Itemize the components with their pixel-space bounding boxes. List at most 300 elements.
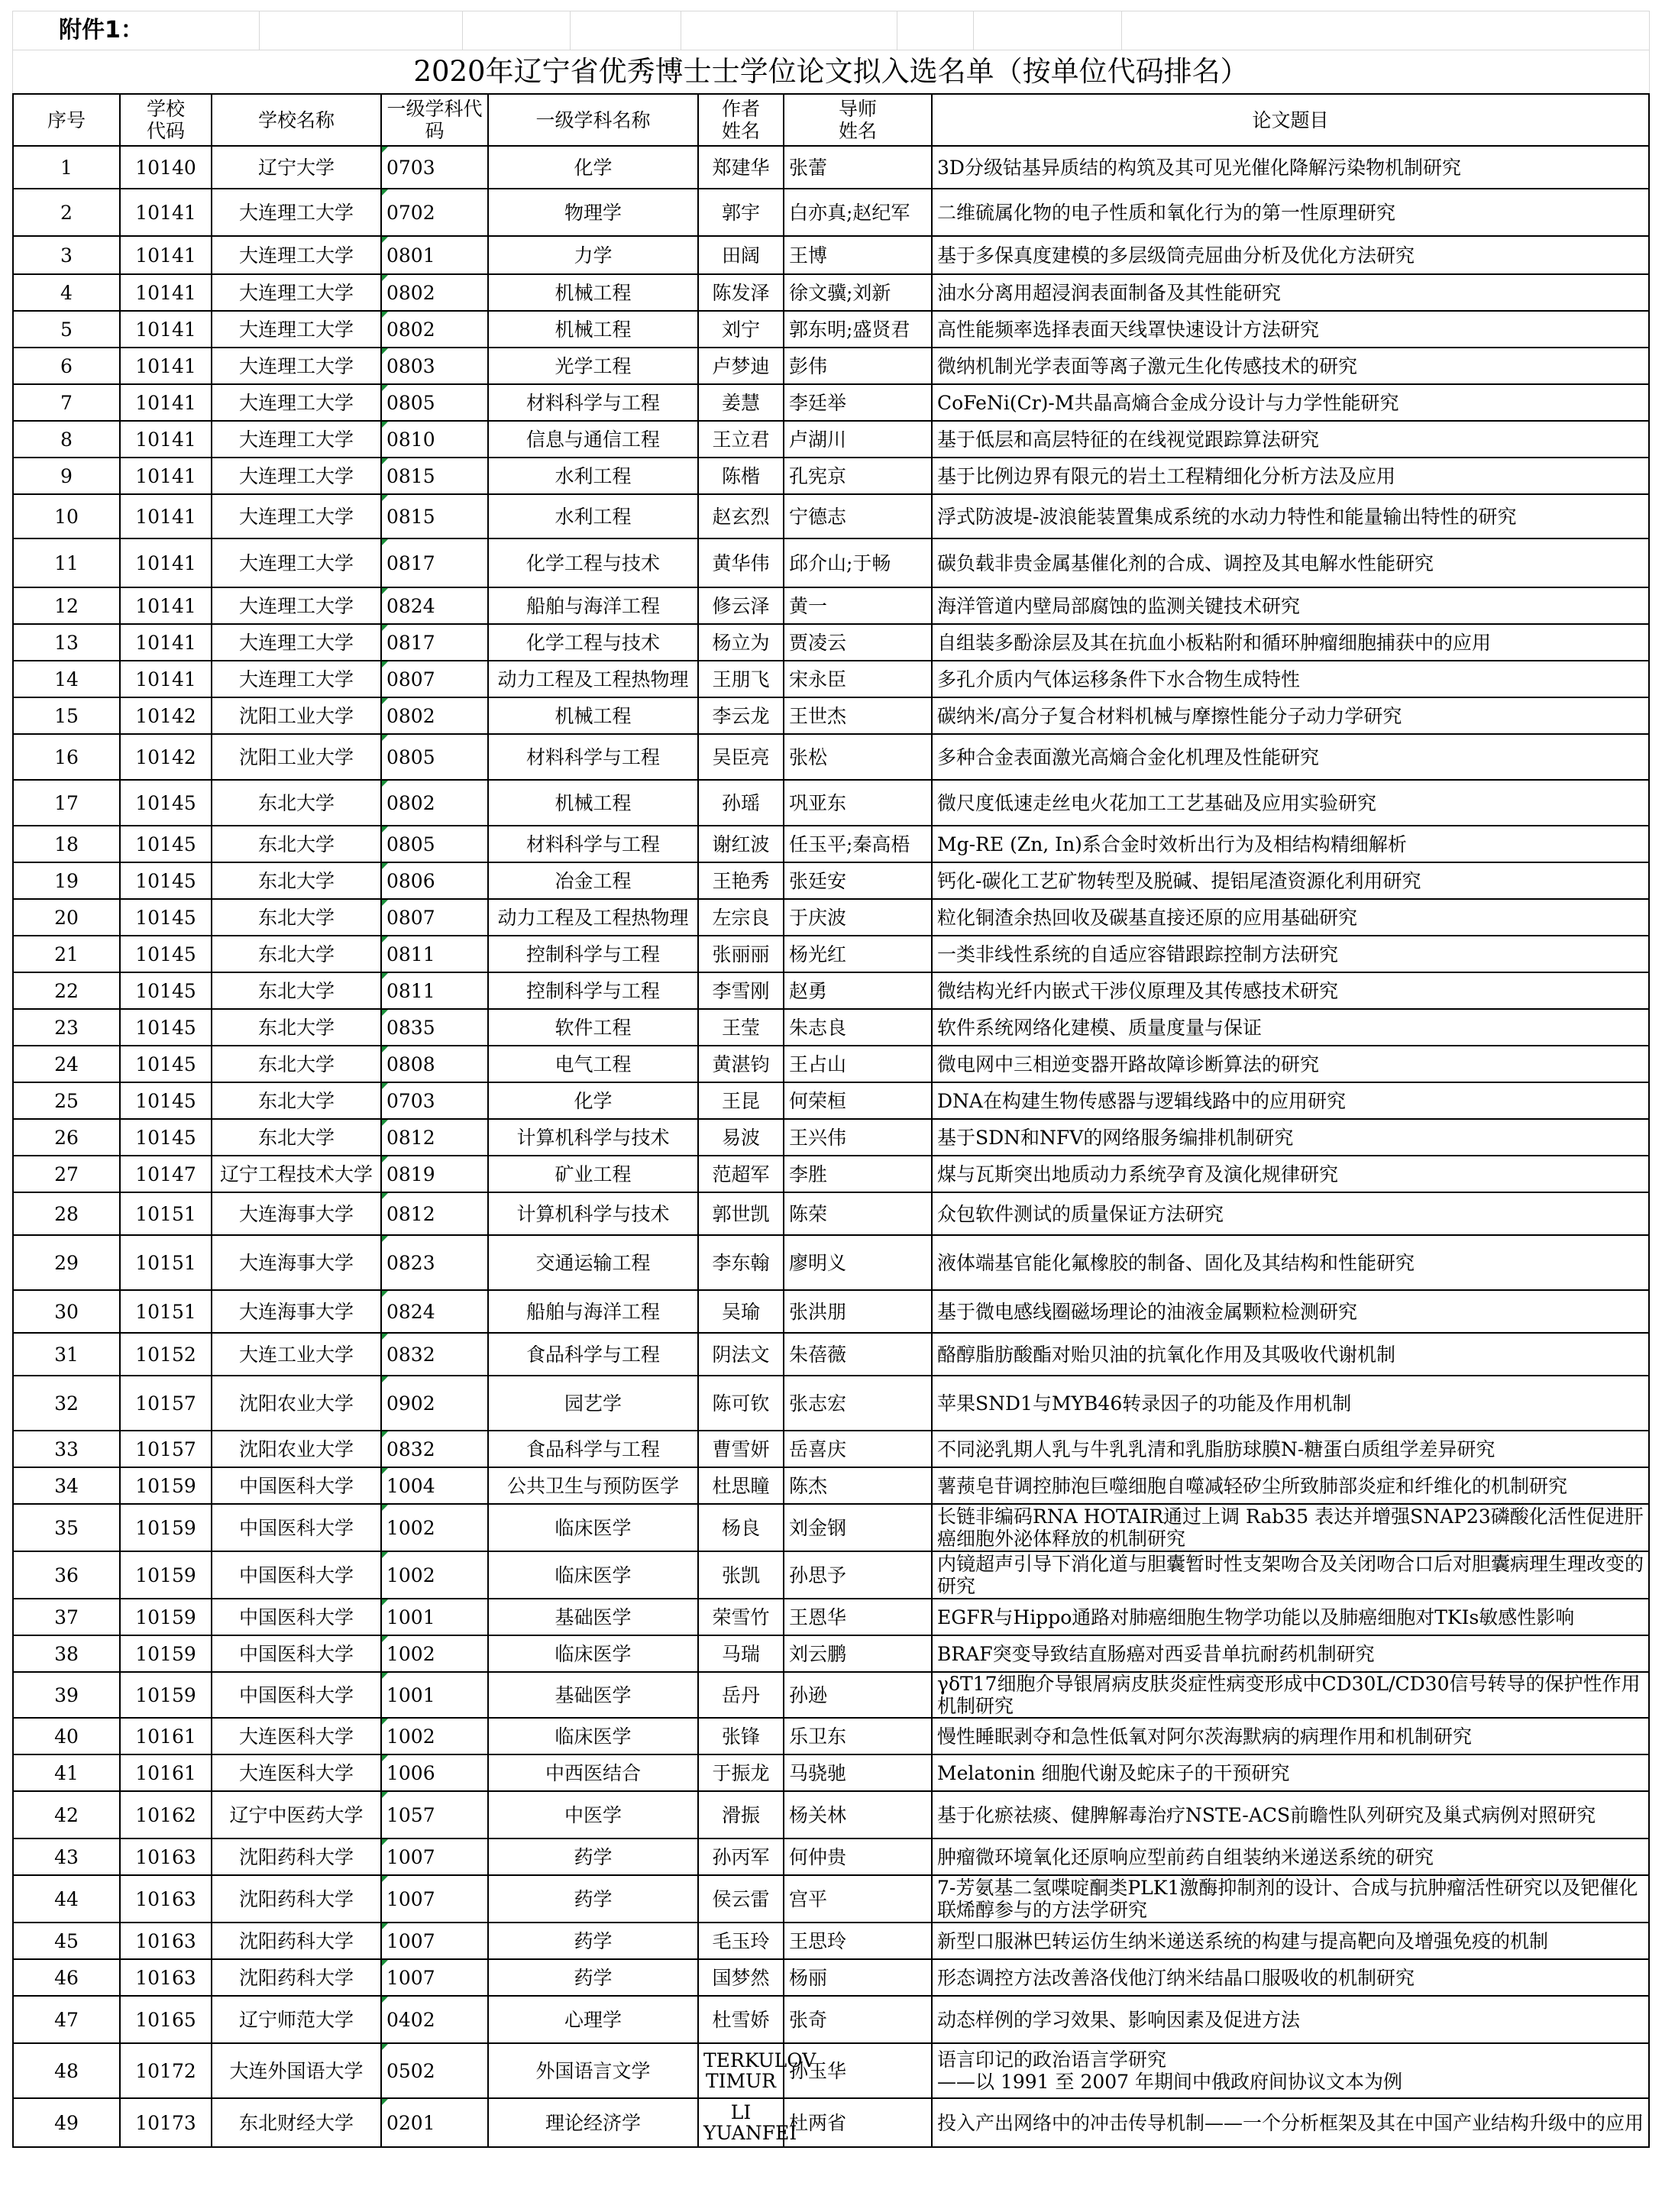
table-row [13, 862, 1649, 899]
cell-seq: 1 [13, 146, 120, 189]
cell-advisor: 王博 [784, 236, 932, 274]
cell-school-name: 大连外国语大学 [212, 2043, 381, 2098]
cell-advisor: 杨光红 [784, 936, 932, 972]
cell-author: 姜慧 [698, 384, 784, 421]
cell-discipline-code: 0801 [381, 236, 488, 274]
cell-school-code: 10140 [120, 146, 212, 189]
cell-discipline-name: 控制科学与工程 [488, 972, 698, 1009]
cell-school-name: 中国医科大学 [212, 1504, 381, 1551]
cell-discipline-code: 1006 [381, 1754, 488, 1791]
cell-author: 国梦然 [698, 1959, 784, 1996]
cell-seq: 41 [13, 1754, 120, 1791]
cell-school-code: 10141 [120, 458, 212, 494]
cell-school-code: 10159 [120, 1504, 212, 1551]
cell-thesis-title: 苹果SND1与MYB46转录因子的功能及作用机制 [932, 1376, 1649, 1431]
table-row [13, 538, 1649, 587]
cell-school-name: 沈阳工业大学 [212, 734, 381, 780]
cell-school-code: 10141 [120, 384, 212, 421]
cell-school-name: 大连理工大学 [212, 421, 381, 458]
cell-school-code: 10159 [120, 1672, 212, 1718]
attachment-label: 附件1： [13, 11, 260, 50]
cell-seq: 13 [13, 624, 120, 661]
cell-discipline-name: 材料科学与工程 [488, 826, 698, 862]
cell-thesis-title: 内镜超声引导下消化道与胆囊暂时性支架吻合及关闭吻合口后对胆囊病理生理改变的研究 [932, 1551, 1649, 1599]
cell-discipline-code: 1007 [381, 1959, 488, 1996]
cell-advisor: 巩亚东 [784, 780, 932, 826]
cell-school-code: 10151 [120, 1235, 212, 1290]
cell-advisor: 郭东明;盛贤君 [784, 311, 932, 348]
cell-thesis-title: 碳纳米/高分子复合材料机械与摩擦性能分子动力学研究 [932, 697, 1649, 734]
cell-discipline-name: 软件工程 [488, 1009, 698, 1046]
cell-discipline-code: 0806 [381, 862, 488, 899]
cell-discipline-name: 机械工程 [488, 697, 698, 734]
cell-advisor: 何荣桓 [784, 1082, 932, 1119]
cell-discipline-code: 0805 [381, 826, 488, 862]
cell-discipline-name: 材料科学与工程 [488, 734, 698, 780]
cell-school-code: 10145 [120, 1082, 212, 1119]
cell-advisor: 徐文骥;刘新 [784, 274, 932, 311]
cell-author: 杨立为 [698, 624, 784, 661]
cell-discipline-code: 1002 [381, 1718, 488, 1754]
cell-school-name: 东北大学 [212, 826, 381, 862]
cell-thesis-title: 肿瘤微环境氧化还原响应型前药自组装纳米递送系统的研究 [932, 1838, 1649, 1875]
cell-school-code: 10141 [120, 274, 212, 311]
cell-seq: 2 [13, 189, 120, 236]
cell-advisor: 宋永臣 [784, 661, 932, 697]
cell-discipline-name: 化学工程与技术 [488, 624, 698, 661]
cell-discipline-name: 光学工程 [488, 348, 698, 384]
table-row [13, 421, 1649, 458]
cell-school-name: 大连工业大学 [212, 1333, 381, 1376]
cell-author: TERKULOV TIMUR [698, 2043, 784, 2098]
cell-discipline-name: 计算机科学与技术 [488, 1192, 698, 1235]
cell-discipline-code: 1007 [381, 1875, 488, 1923]
cell-discipline-code: 0832 [381, 1431, 488, 1467]
cell-author: 王立君 [698, 421, 784, 458]
cell-seq: 36 [13, 1551, 120, 1599]
cell-school-code: 10157 [120, 1376, 212, 1431]
cell-seq: 4 [13, 274, 120, 311]
cell-seq: 23 [13, 1009, 120, 1046]
cell-thesis-title: 7-芳氨基二氢喋啶酮类PLK1激酶抑制剂的设计、合成与抗肿瘤活性研究以及钯催化联烯醇参与的方法学研究 [932, 1875, 1649, 1923]
cell-thesis-title: 油水分离用超浸润表面制备及其性能研究 [932, 274, 1649, 311]
document-title: 2020年辽宁省优秀博士士学位论文拟入选名单（按单位代码排名） [12, 50, 1650, 93]
cell-school-code: 10159 [120, 1599, 212, 1635]
cell-author: 侯云雷 [698, 1875, 784, 1923]
cell-seq: 45 [13, 1923, 120, 1959]
cell-thesis-title: 形态调控方法改善洛伐他汀纳米结晶口服吸收的机制研究 [932, 1959, 1649, 1996]
cell-school-name: 中国医科大学 [212, 1635, 381, 1672]
cell-advisor: 张廷安 [784, 862, 932, 899]
cell-discipline-code: 0815 [381, 494, 488, 538]
cell-advisor: 王兴伟 [784, 1119, 932, 1156]
cell-seq: 33 [13, 1431, 120, 1467]
cell-school-name: 东北大学 [212, 862, 381, 899]
cell-school-name: 沈阳农业大学 [212, 1376, 381, 1431]
cell-author: 郑建华 [698, 146, 784, 189]
cell-thesis-title: 自组装多酚涂层及其在抗血小板粘附和循环肿瘤细胞捕获中的应用 [932, 624, 1649, 661]
cell-seq: 48 [13, 2043, 120, 2098]
cell-seq: 14 [13, 661, 120, 697]
table-row [13, 780, 1649, 826]
cell-school-code: 10145 [120, 1119, 212, 1156]
cell-school-name: 沈阳药科大学 [212, 1875, 381, 1923]
table-row [13, 1431, 1649, 1467]
cell-school-code: 10157 [120, 1431, 212, 1467]
cell-author: 修云泽 [698, 587, 784, 624]
cell-school-name: 大连理工大学 [212, 348, 381, 384]
cell-thesis-title: 基于化瘀祛痰、健脾解毒治疗NSTE-ACS前瞻性队列研究及巢式病例对照研究 [932, 1791, 1649, 1838]
cell-advisor: 李廷举 [784, 384, 932, 421]
cell-discipline-name: 控制科学与工程 [488, 936, 698, 972]
cell-thesis-title: 海洋管道内壁局部腐蚀的监测关键技术研究 [932, 587, 1649, 624]
header-author: 作者 姓名 [698, 94, 784, 146]
cell-thesis-title: 慢性睡眠剥夺和急性低氧对阿尔茨海默病的病理作用和机制研究 [932, 1718, 1649, 1754]
cell-author: 张丽丽 [698, 936, 784, 972]
cell-school-code: 10141 [120, 189, 212, 236]
cell-discipline-name: 信息与通信工程 [488, 421, 698, 458]
cell-author: 荣雪竹 [698, 1599, 784, 1635]
cell-discipline-name: 外国语言文学 [488, 2043, 698, 2098]
cell-discipline-name: 药学 [488, 1875, 698, 1923]
cell-school-code: 10159 [120, 1635, 212, 1672]
cell-discipline-code: 0703 [381, 146, 488, 189]
cell-author: 吴瑜 [698, 1290, 784, 1333]
cell-discipline-name: 公共卫生与预防医学 [488, 1467, 698, 1504]
table-row [13, 1082, 1649, 1119]
cell-discipline-code: 1001 [381, 1672, 488, 1718]
cell-discipline-name: 药学 [488, 1923, 698, 1959]
cell-school-name: 大连理工大学 [212, 274, 381, 311]
table-row [13, 1290, 1649, 1333]
cell-discipline-code: 0807 [381, 661, 488, 697]
table-row [13, 936, 1649, 972]
cell-author: 吴臣亮 [698, 734, 784, 780]
cell-advisor: 孙思予 [784, 1551, 932, 1599]
cell-thesis-title: 多孔介质内气体运移条件下水合物生成特性 [932, 661, 1649, 697]
cell-author: 易波 [698, 1119, 784, 1156]
cell-seq: 28 [13, 1192, 120, 1235]
cell-seq: 9 [13, 458, 120, 494]
cell-discipline-code: 0819 [381, 1156, 488, 1192]
header-school-code: 学校 代码 [120, 94, 212, 146]
table-row [13, 494, 1649, 538]
cell-discipline-name: 化学 [488, 1082, 698, 1119]
cell-seq: 22 [13, 972, 120, 1009]
cell-thesis-title: 基于微电感线圈磁场理论的油液金属颗粒检测研究 [932, 1290, 1649, 1333]
table-row [13, 1235, 1649, 1290]
cell-discipline-name: 船舶与海洋工程 [488, 1290, 698, 1333]
cell-school-code: 10162 [120, 1791, 212, 1838]
cell-advisor: 孙逊 [784, 1672, 932, 1718]
attachment-row [12, 11, 1650, 50]
table-row [13, 734, 1649, 780]
cell-discipline-name: 计算机科学与技术 [488, 1119, 698, 1156]
table-row [13, 458, 1649, 494]
cell-thesis-title: 基于比例边界有限元的岩土工程精细化分析方法及应用 [932, 458, 1649, 494]
cell-school-name: 中国医科大学 [212, 1467, 381, 1504]
cell-school-code: 10161 [120, 1754, 212, 1791]
cell-thesis-title: 液体端基官能化氟橡胶的制备、固化及其结构和性能研究 [932, 1235, 1649, 1290]
cell-author: 郭世凯 [698, 1192, 784, 1235]
cell-seq: 38 [13, 1635, 120, 1672]
cell-thesis-title: 微尺度低速走丝电火花加工工艺基础及应用实验研究 [932, 780, 1649, 826]
cell-author: 王莹 [698, 1009, 784, 1046]
cell-school-name: 大连理工大学 [212, 384, 381, 421]
cell-author: 陈发泽 [698, 274, 784, 311]
cell-school-code: 10141 [120, 624, 212, 661]
cell-discipline-name: 心理学 [488, 1996, 698, 2043]
cell-school-code: 10163 [120, 1923, 212, 1959]
cell-discipline-name: 食品科学与工程 [488, 1333, 698, 1376]
cell-discipline-name: 中西医结合 [488, 1754, 698, 1791]
cell-thesis-title: Melatonin 细胞代谢及蛇床子的干预研究 [932, 1754, 1649, 1791]
cell-school-code: 10163 [120, 1875, 212, 1923]
cell-thesis-title: 众包软件测试的质量保证方法研究 [932, 1192, 1649, 1235]
cell-discipline-name: 药学 [488, 1959, 698, 1996]
cell-discipline-code: 1004 [381, 1467, 488, 1504]
cell-discipline-code: 0805 [381, 734, 488, 780]
cell-thesis-title: DNA在构建生物传感器与逻辑线路中的应用研究 [932, 1082, 1649, 1119]
cell-school-code: 10145 [120, 780, 212, 826]
cell-school-code: 10141 [120, 348, 212, 384]
cell-discipline-name: 动力工程及工程热物理 [488, 661, 698, 697]
cell-author: 王昆 [698, 1082, 784, 1119]
cell-discipline-code: 1007 [381, 1838, 488, 1875]
cell-school-name: 中国医科大学 [212, 1672, 381, 1718]
cell-discipline-code: 0802 [381, 274, 488, 311]
cell-author: 陈楷 [698, 458, 784, 494]
cell-seq: 7 [13, 384, 120, 421]
cell-author: 于振龙 [698, 1754, 784, 1791]
header-advisor: 导师 姓名 [784, 94, 932, 146]
cell-school-name: 沈阳药科大学 [212, 1838, 381, 1875]
cell-school-code: 10141 [120, 421, 212, 458]
cell-seq: 34 [13, 1467, 120, 1504]
cell-advisor: 杨关林 [784, 1791, 932, 1838]
cell-discipline-name: 机械工程 [488, 274, 698, 311]
cell-discipline-name: 机械工程 [488, 311, 698, 348]
cell-discipline-code: 1001 [381, 1599, 488, 1635]
cell-discipline-code: 0902 [381, 1376, 488, 1431]
cell-thesis-title: 新型口服淋巴转运仿生纳米递送系统的构建与提高靶向及增强免疫的机制 [932, 1923, 1649, 1959]
cell-school-code: 10173 [120, 2098, 212, 2147]
cell-author: 田阔 [698, 236, 784, 274]
cell-discipline-code: 0807 [381, 899, 488, 936]
cell-school-name: 中国医科大学 [212, 1551, 381, 1599]
cell-advisor: 张志宏 [784, 1376, 932, 1431]
cell-author: 李东翰 [698, 1235, 784, 1290]
cell-discipline-code: 0835 [381, 1009, 488, 1046]
cell-school-name: 大连理工大学 [212, 189, 381, 236]
cell-seq: 17 [13, 780, 120, 826]
cell-seq: 47 [13, 1996, 120, 2043]
cell-advisor: 黄一 [784, 587, 932, 624]
table-row [13, 1551, 1649, 1599]
cell-discipline-name: 基础医学 [488, 1599, 698, 1635]
cell-advisor: 刘云鹏 [784, 1635, 932, 1672]
cell-school-name: 中国医科大学 [212, 1599, 381, 1635]
cell-advisor: 王世杰 [784, 697, 932, 734]
cell-thesis-title: 多种合金表面激光高熵合金化机理及性能研究 [932, 734, 1649, 780]
cell-school-name: 沈阳药科大学 [212, 1923, 381, 1959]
cell-thesis-title: 二维硫属化物的电子性质和氧化行为的第一性原理研究 [932, 189, 1649, 236]
cell-author: 李云龙 [698, 697, 784, 734]
cell-thesis-title: 一类非线性系统的自适应容错跟踪控制方法研究 [932, 936, 1649, 972]
cell-school-name: 大连理工大学 [212, 661, 381, 697]
cell-author: 范超军 [698, 1156, 784, 1192]
cell-seq: 21 [13, 936, 120, 972]
cell-school-name: 大连海事大学 [212, 1290, 381, 1333]
cell-discipline-code: 0812 [381, 1192, 488, 1235]
cell-school-code: 10142 [120, 734, 212, 780]
cell-discipline-code: 1007 [381, 1923, 488, 1959]
cell-school-code: 10141 [120, 236, 212, 274]
cell-author: 陈可钦 [698, 1376, 784, 1431]
cell-discipline-name: 临床医学 [488, 1635, 698, 1672]
cell-advisor: 白亦真;赵纪军 [784, 189, 932, 236]
cell-advisor: 彭伟 [784, 348, 932, 384]
cell-advisor: 王思玲 [784, 1923, 932, 1959]
cell-school-name: 大连医科大学 [212, 1718, 381, 1754]
cell-seq: 10 [13, 494, 120, 538]
table-row [13, 146, 1649, 189]
cell-discipline-code: 0802 [381, 780, 488, 826]
cell-school-code: 10141 [120, 494, 212, 538]
table-row [13, 189, 1649, 236]
table-row [13, 1754, 1649, 1791]
cell-seq: 15 [13, 697, 120, 734]
cell-discipline-name: 临床医学 [488, 1718, 698, 1754]
cell-seq: 27 [13, 1156, 120, 1192]
table-row [13, 1959, 1649, 1996]
cell-discipline-code: 0802 [381, 697, 488, 734]
table-row [13, 1672, 1649, 1718]
cell-seq: 35 [13, 1504, 120, 1551]
table-row [13, 1838, 1649, 1875]
cell-advisor: 杜两省 [784, 2098, 932, 2147]
table-row [13, 1923, 1649, 1959]
cell-author: 滑振 [698, 1791, 784, 1838]
cell-school-name: 东北大学 [212, 899, 381, 936]
table-row [13, 826, 1649, 862]
spreadsheet [12, 11, 1650, 2148]
cell-school-code: 10141 [120, 538, 212, 587]
table-body [13, 146, 1649, 2147]
cell-discipline-name: 药学 [488, 1838, 698, 1875]
cell-author: 王艳秀 [698, 862, 784, 899]
cell-advisor: 乐卫东 [784, 1718, 932, 1754]
cell-school-code: 10145 [120, 826, 212, 862]
cell-advisor: 王恩华 [784, 1599, 932, 1635]
cell-school-code: 10147 [120, 1156, 212, 1192]
cell-discipline-name: 理论经济学 [488, 2098, 698, 2147]
table-row [13, 1718, 1649, 1754]
cell-school-code: 10151 [120, 1192, 212, 1235]
cell-author: 毛玉玲 [698, 1923, 784, 1959]
cell-school-name: 大连理工大学 [212, 587, 381, 624]
cell-school-name: 东北大学 [212, 1082, 381, 1119]
cell-seq: 5 [13, 311, 120, 348]
cell-discipline-code: 0823 [381, 1235, 488, 1290]
cell-thesis-title: EGFR与Hippo通路对肺癌细胞生物学功能以及肺癌细胞对TKIs敏感性影响 [932, 1599, 1649, 1635]
cell-author: 孙丙军 [698, 1838, 784, 1875]
cell-discipline-code: 0817 [381, 538, 488, 587]
cell-author: 卢梦迪 [698, 348, 784, 384]
cell-author: 曹雪妍 [698, 1431, 784, 1467]
cell-school-code: 10145 [120, 1046, 212, 1082]
cell-school-code: 10142 [120, 697, 212, 734]
cell-school-name: 辽宁中医药大学 [212, 1791, 381, 1838]
cell-seq: 26 [13, 1119, 120, 1156]
cell-advisor: 任玉平;秦高梧 [784, 826, 932, 862]
cell-thesis-title: 语言印记的政治语言学研究 ——以 1991 至 2007 年期间中俄政府间协议文本为例 [932, 2043, 1649, 2098]
cell-seq: 25 [13, 1082, 120, 1119]
cell-thesis-title: 长链非编码RNA HOTAIR通过上调 Rab35 表达并增强SNAP23磷酸化活性促进肝癌细胞外泌体释放的机制研究 [932, 1504, 1649, 1551]
cell-advisor: 张松 [784, 734, 932, 780]
cell-author: LI YUANFEI [698, 2098, 784, 2147]
cell-advisor: 陈荣 [784, 1192, 932, 1235]
table-row [13, 1504, 1649, 1551]
table-row [13, 1875, 1649, 1923]
cell-school-name: 沈阳药科大学 [212, 1959, 381, 1996]
cell-thesis-title: 微电网中三相逆变器开路故障诊断算法的研究 [932, 1046, 1649, 1082]
table-row [13, 1467, 1649, 1504]
cell-author: 黄华伟 [698, 538, 784, 587]
cell-school-name: 辽宁工程技术大学 [212, 1156, 381, 1192]
cell-discipline-name: 冶金工程 [488, 862, 698, 899]
cell-author: 黄湛钧 [698, 1046, 784, 1082]
cell-school-code: 10161 [120, 1718, 212, 1754]
cell-thesis-title: 基于低层和高层特征的在线视觉跟踪算法研究 [932, 421, 1649, 458]
table-row [13, 1009, 1649, 1046]
cell-school-name: 大连医科大学 [212, 1754, 381, 1791]
cell-author: 左宗良 [698, 899, 784, 936]
cell-discipline-code: 0824 [381, 1290, 488, 1333]
cell-discipline-name: 基础医学 [488, 1672, 698, 1718]
cell-discipline-code: 0815 [381, 458, 488, 494]
cell-school-code: 10165 [120, 1996, 212, 2043]
cell-discipline-code: 1002 [381, 1504, 488, 1551]
cell-school-code: 10163 [120, 1959, 212, 1996]
cell-school-name: 东北财经大学 [212, 2098, 381, 2147]
cell-author: 马瑞 [698, 1635, 784, 1672]
cell-advisor: 朱志良 [784, 1009, 932, 1046]
cell-discipline-name: 船舶与海洋工程 [488, 587, 698, 624]
cell-seq: 29 [13, 1235, 120, 1290]
cell-school-code: 10151 [120, 1290, 212, 1333]
cell-discipline-name: 动力工程及工程热物理 [488, 899, 698, 936]
cell-seq: 6 [13, 348, 120, 384]
cell-advisor: 陈杰 [784, 1467, 932, 1504]
table-row [13, 348, 1649, 384]
cell-school-name: 大连理工大学 [212, 311, 381, 348]
cell-discipline-code: 0808 [381, 1046, 488, 1082]
cell-thesis-title: 煤与瓦斯突出地质动力系统孕育及演化规律研究 [932, 1156, 1649, 1192]
table-row [13, 1192, 1649, 1235]
cell-school-code: 10145 [120, 1009, 212, 1046]
cell-seq: 18 [13, 826, 120, 862]
cell-thesis-title: 碳负载非贵金属基催化剂的合成、调控及其电解水性能研究 [932, 538, 1649, 587]
cell-discipline-name: 力学 [488, 236, 698, 274]
cell-advisor: 朱蓓薇 [784, 1333, 932, 1376]
cell-seq: 42 [13, 1791, 120, 1838]
cell-thesis-title: BRAF突变导致结直肠癌对西妥昔单抗耐药机制研究 [932, 1635, 1649, 1672]
table-row [13, 1046, 1649, 1082]
cell-school-code: 10141 [120, 661, 212, 697]
cell-seq: 12 [13, 587, 120, 624]
cell-author: 杜思瞳 [698, 1467, 784, 1504]
